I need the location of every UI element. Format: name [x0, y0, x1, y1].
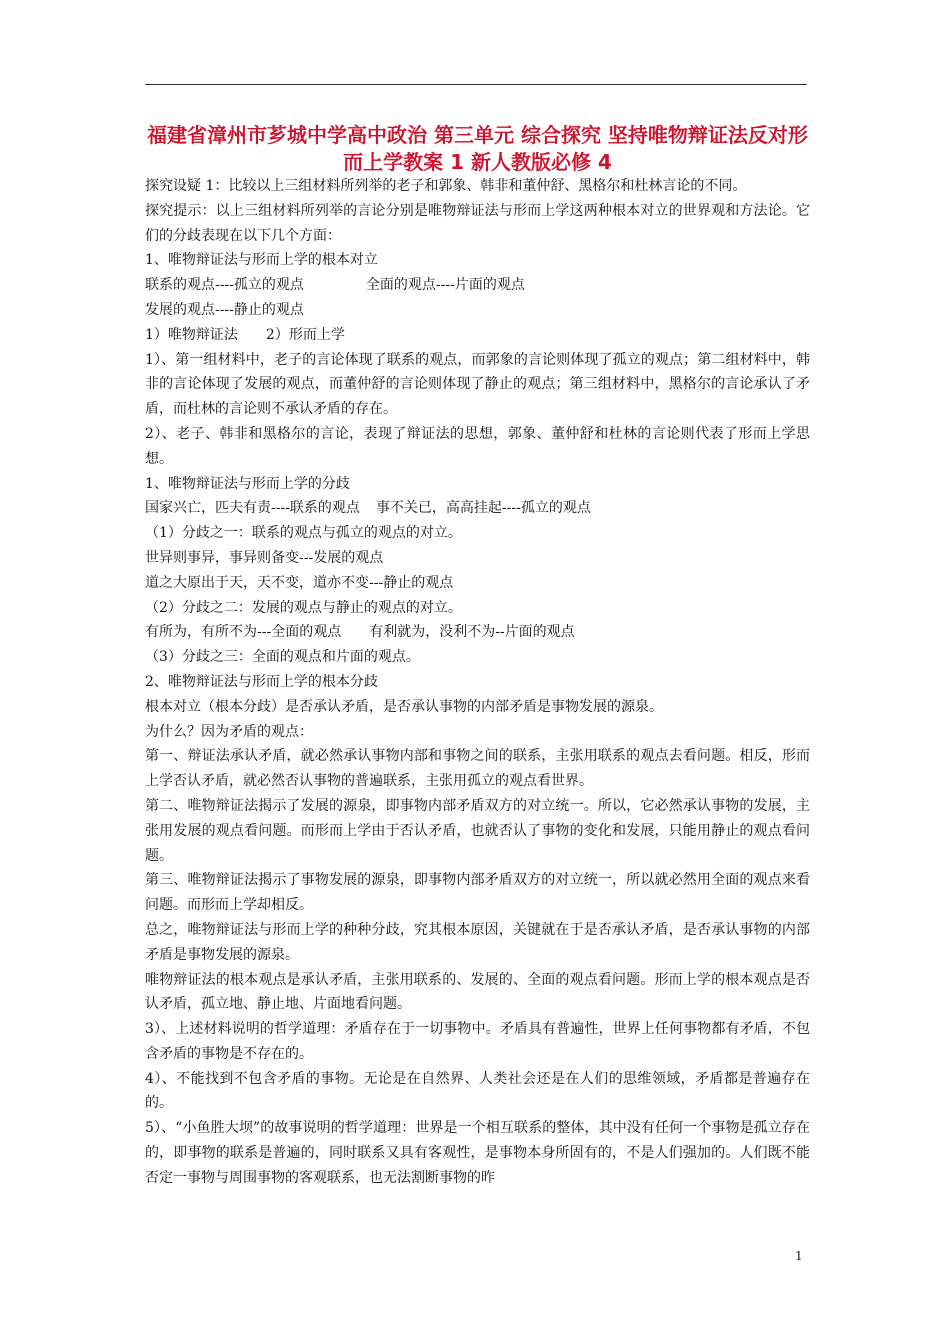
paragraph: 唯物辩证法的根本观点是承认矛盾，主张用联系的、发展的、全面的观点看问题。形而上学的根本观点是否认矛盾，孤立地、静止地、片面地看问题。 — [145, 971, 810, 1013]
text-segment: 1）唯物辩证法 — [145, 326, 238, 343]
paragraph: 探究提示：以上三组材料所列举的言论分别是唯物辩证法与形而上学这两种根本对立的世界观和方法论。它们的分歧表现在以下几个方面： — [145, 202, 810, 244]
paragraph: 第一、辩证法承认矛盾，就必然承认事物内部和事物之间的联系，主张用联系的观点去看问题。相反，形而上学否认矛盾，就必然否认事物的普遍联系，主张用孤立的观点看世界。 — [145, 748, 810, 790]
paragraph: 根本对立（根本分歧）是否承认矛盾，是否承认事物的内部矛盾是事物发展的源泉。 — [145, 698, 663, 715]
paragraph: 第三、唯物辩证法揭示了事物发展的源泉，即事物内部矛盾双方的对立统一，所以就必然用全面的观点来看问题。而形而上学却相反。 — [145, 872, 810, 914]
document-body — [145, 174, 810, 1191]
paragraph: 4）、不能找到不包含矛盾的事物。无论是在自然界、人类社会还是在人们的思维领域，矛盾都是普遍存在的。 — [145, 1070, 810, 1112]
paragraph: 1）、第一组材料中，老子的言论体现了联系的观点，而郭象的言论则体现了孤立的观点；第二组材料中，韩非的言论体现了发展的观点，而董仲舒的言论则体现了静止的观点；第三组材料中，黑格尔的言论承认了矛盾，而杜林的言论则不承认矛盾的存在。 — [145, 351, 810, 418]
text-segment: 事不关已，高高挂起----孤立的观点 — [375, 500, 591, 517]
paragraph: （3）分歧之三：全面的观点和片面的观点。 — [145, 649, 420, 666]
header-rule — [145, 84, 807, 85]
text-segment: 有利就为，没利不为--片面的观点 — [369, 624, 575, 641]
paragraph: 世异则事异，事异则备变---发展的观点 — [145, 549, 384, 566]
paragraph — [145, 620, 810, 645]
paragraph — [145, 496, 810, 521]
text-segment: 有所为，有所不为---全面的观点 — [145, 624, 342, 641]
paragraph: 3）、上述材料说明的哲学道理：矛盾存在于一切事物中。矛盾具有普遍性，世界上任何事物都有矛盾，不包含矛盾的事物是不存在的。 — [145, 1021, 810, 1062]
paragraph — [145, 273, 810, 298]
paragraph: 1、唯物辩证法与形而上学的分歧 — [145, 475, 350, 492]
paragraph: 1、唯物辩证法与形而上学的根本对立 — [145, 252, 378, 269]
paragraph: 发展的观点----静止的观点 — [145, 301, 304, 318]
text-segment: 国家兴亡，匹夫有责----联系的观点 — [145, 500, 360, 517]
paragraph: 5）、“小鱼胜大坝”的故事说明的哲学道理：世界是一个相互联系的整体，其中没有任何一个事物是孤立存在的，即事物的联系是普遍的，同时联系又具有客观性，是事物本身所固有的，不是人们强加的。人们既不能否定一事物与周围事物的客观联系，也无法割断事物的昨 — [145, 1120, 810, 1186]
paragraph: 道之大原出于天，天不变，道亦不变---静止的观点 — [145, 574, 454, 591]
paragraph: （2）分歧之二：发展的观点与静止的观点的对立。 — [145, 599, 462, 616]
paragraph: 为什么？因为矛盾的观点： — [145, 723, 313, 740]
paragraph: 第二、唯物辩证法揭示了发展的源泉，即事物内部矛盾双方的对立统一。所以，它必然承认事物的发展，主张用发展的观点看问题。而形而上学由于否认矛盾，也就否认了事物的变化和发展，只能用静止的观点看问题。 — [145, 797, 810, 864]
paragraph: 2、唯物辩证法与形而上学的根本分歧 — [145, 673, 378, 690]
paragraph: 总之，唯物辩证法与形而上学的种种分歧，究其根本原因，关键就在于是否承认矛盾，是否承认事物的内部矛盾是事物发展的源泉。 — [145, 921, 810, 963]
text-segment: 2）形而上学 — [265, 326, 345, 343]
paragraph — [145, 323, 810, 348]
text-segment: 全面的观点----片面的观点 — [365, 277, 525, 294]
paragraph: （1）分歧之一：联系的观点与孤立的观点的对立。 — [145, 525, 462, 542]
page-number: 1 — [795, 1249, 803, 1263]
paragraph: 探究设疑 1：比较以上三组材料所列举的老子和郭象、韩非和董仲舒、黑格尔和杜林言论的不同。 — [145, 178, 747, 194]
document-title: 福建省漳州市芗城中学高中政治 第三单元 综合探究 坚持唯物辩证法反对形而上学教案 1 新人教版必修 4 — [147, 123, 808, 174]
paragraph: 2）、老子、韩非和黑格尔的言论，表现了辩证法的思想，郭象、董仲舒和杜林的言论则代表了形而上学思想。 — [145, 425, 810, 467]
text-segment: 联系的观点----孤立的观点 — [145, 277, 304, 294]
